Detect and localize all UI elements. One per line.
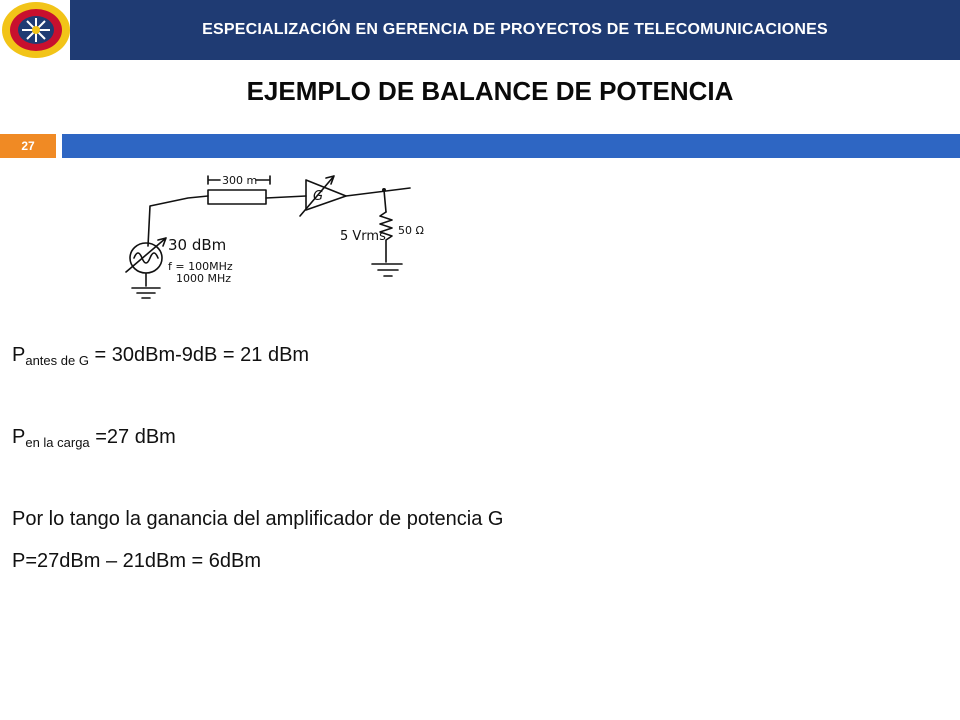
- wire-cable-amp: [266, 196, 306, 198]
- output-node: [382, 188, 386, 192]
- source-ground: [132, 288, 160, 298]
- gain-result-line: P=27dBm – 21dBm = 6dBm: [12, 550, 262, 572]
- load-voltage-label: 5 Vrms: [340, 229, 386, 244]
- load-ground: [372, 264, 402, 276]
- cable-length-label: 300 m: [222, 174, 258, 187]
- page-number-badge: 27: [0, 134, 56, 158]
- power-at-load-line: [12, 426, 176, 450]
- wire-output: [346, 188, 410, 196]
- page-bar: [62, 134, 960, 158]
- program-title: ESPECIALIZACIÓN EN GERENCIA DE PROYECTOS DE TELECOMUNICACIONES: [202, 21, 828, 38]
- power-subscript: antes de G: [25, 353, 89, 368]
- circuit-diagram: [110, 160, 450, 300]
- source-power-label: 30 dBm: [168, 236, 227, 254]
- power-before-amplifier-line: [12, 344, 309, 368]
- power-equation: =27 dBm: [89, 426, 176, 448]
- frequency-label-1: f = 100MHz: [168, 260, 233, 273]
- cable-block: [208, 190, 266, 204]
- gain-statement-line: Por lo tango la ganancia del amplificador de potencia G: [12, 508, 504, 530]
- frequency-label-2: 1000 MHz: [176, 272, 232, 285]
- amplifier-label: G: [313, 189, 324, 204]
- power-symbol: P: [12, 426, 26, 448]
- wire-to-load: [384, 190, 386, 212]
- power-equation: = 30dBm-9dB = 21 dBm: [88, 344, 310, 366]
- power-subscript: en la carga: [25, 435, 90, 450]
- load-resistance-label: 50 Ω: [398, 224, 424, 237]
- power-symbol: P: [12, 344, 26, 366]
- slide-title: EJEMPLO DE BALANCE DE POTENCIA: [246, 76, 734, 106]
- university-seal-logo: [0, 0, 74, 60]
